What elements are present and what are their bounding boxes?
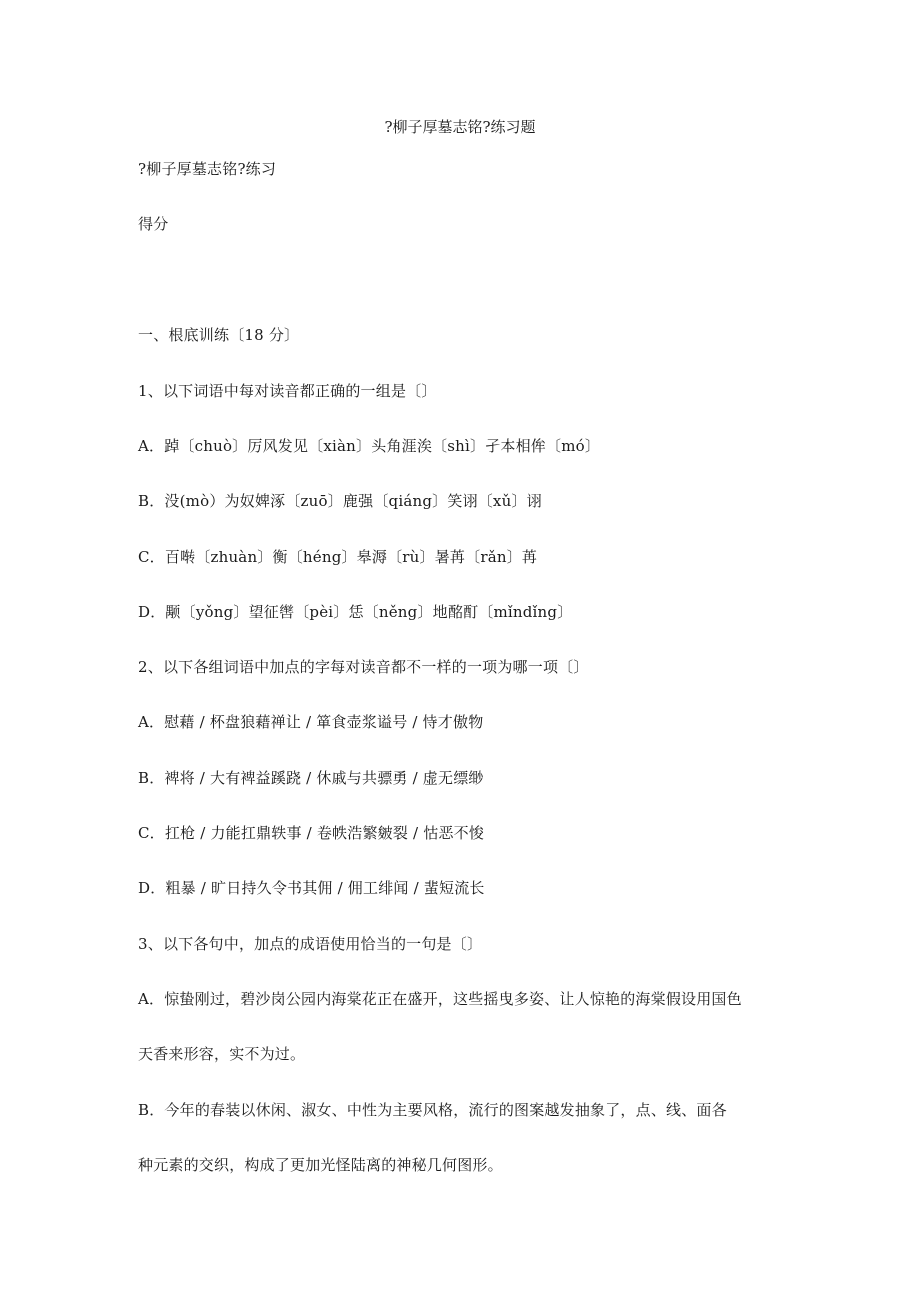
- question-1-option-c: C．百啭〔zhuàn〕衡〔héng〕皋溽〔rù〕暑苒〔rǎn〕苒: [138, 548, 538, 566]
- question-3-option-a-line-1: A．惊蛰刚过，碧沙岗公园内海棠花正在盛开，这些摇曳多姿、让人惊艳的海棠假设用国色: [138, 990, 742, 1008]
- question-2-option-d: D．粗暴 / 旷日持久令书其佣 / 佣工绯闻 / 蜚短流长: [138, 879, 485, 897]
- section-heading: 一、根底训练〔18 分〕: [138, 326, 300, 344]
- question-3-option-b-line-1: B．今年的春装以休闲、淑女、中性为主要风格，流行的图案越发抽象了，点、线、面各: [138, 1101, 727, 1119]
- question-2-option-a: A．慰藉 / 杯盘狼藉禅让 / 箪食壶浆谥号 / 恃才傲物: [138, 713, 484, 731]
- question-3-option-b-line-2: 种元素的交织，构成了更加光怪陆离的神秘几何图形。: [138, 1156, 503, 1174]
- question-2-option-c: C．扛枪 / 力能扛鼎轶事 / 卷帙浩繁皴裂 / 怙恶不悛: [138, 824, 485, 842]
- question-1-option-a: A．踔〔chuò〕厉风发见〔xiàn〕头角涯涘〔shì〕孑本相侔〔mó〕: [138, 437, 601, 455]
- document-subtitle: ?柳子厚墓志铭?练习: [138, 160, 277, 178]
- question-3: 3、以下各句中，加点的成语使用恰当的一句是〔〕: [138, 935, 483, 953]
- document-title: ?柳子厚墓志铭?练习题: [384, 118, 536, 136]
- question-2: 2、以下各组词语中加点的字每对读音都不一样的一项为哪一项〔〕: [138, 658, 589, 676]
- question-2-option-b: B．裨将 / 大有裨益蹊跷 / 休戚与共骠勇 / 虚无缥缈: [138, 769, 484, 787]
- question-3-option-a-line-2: 天香来形容，实不为过。: [138, 1045, 306, 1063]
- score-label: 得分: [138, 215, 169, 233]
- question-1: 1、以下词语中每对读音都正确的一组是〔〕: [138, 382, 437, 400]
- question-1-option-b: B．没(mò）为奴婢涿〔zuō〕鹿强〔qiáng〕笑诩〔xǔ〕诩: [138, 492, 542, 510]
- question-1-option-d: D．颙〔yǒng〕望征辔〔pèi〕恁〔něng〕地酩酊〔mǐndǐng〕: [138, 603, 573, 621]
